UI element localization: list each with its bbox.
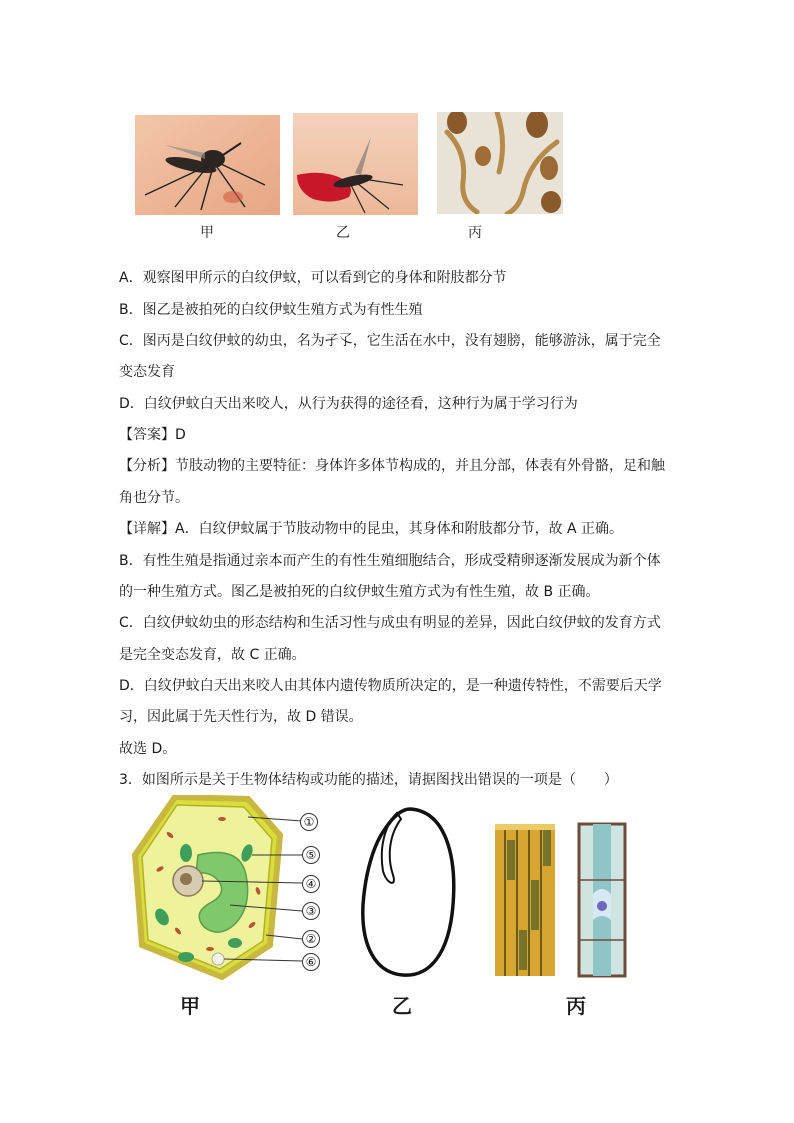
detail-line-3: 的一种生殖方式。图乙是被拍死的白纹伊蚊生殖方式为有性生殖，故 B 正确。 [119, 584, 600, 600]
figure-label-yi: 乙 [392, 994, 412, 1018]
callout-5: ⑤ [302, 846, 320, 864]
photo-caption-yi: 乙 [336, 225, 350, 241]
callout-3: ③ [302, 902, 320, 920]
callout-2: ② [302, 930, 320, 948]
callout-1: ① [300, 813, 318, 831]
mosquito-larvae-photo [437, 112, 563, 214]
figure-label-jia: 甲 [180, 994, 200, 1018]
figure-label-bing: 丙 [566, 994, 586, 1018]
photo-caption-jia: 甲 [200, 225, 214, 241]
seed-outline-diagram [355, 805, 465, 980]
swatted-mosquito-photo [293, 113, 418, 215]
option-a: A．观察图甲所示的白纹伊蚊，可以看到它的身体和附肢都分节 [119, 270, 507, 286]
callout-6: ⑥ [302, 953, 320, 971]
analysis-line-2: 角也分节。 [119, 490, 189, 506]
callout-4: ④ [302, 875, 320, 893]
detail-line-2: B．有性生殖是指通过亲本而产生的有性生殖细胞结合，形成受精卵逐渐发展成为新个体 [119, 553, 661, 569]
option-b: B．图乙是被拍死的白纹伊蚊生殖方式为有性生殖 [119, 302, 423, 318]
option-c-continued: 变态发育 [119, 364, 175, 380]
detail-line-6: D．白纹伊蚊白天出来咬人由其体内遗传物质所决定的，是一种遗传特性，不需要后天学 [119, 678, 662, 694]
detail-line-8: 故选 D。 [119, 741, 177, 757]
photo-caption-bing: 丙 [468, 225, 482, 241]
detail-line-7: 习，因此属于先天性行为，故 D 错误。 [119, 709, 363, 725]
question-3-stem: 3．如图所示是关于生物体结构或功能的描述，请据图找出错误的一项是（ ） [119, 772, 618, 788]
option-c: C．图丙是白纹伊蚊的幼虫，名为孑孓，它生活在水中，没有翅膀，能够游泳，属于完全 [119, 333, 661, 349]
mosquito-adult-photo [135, 115, 280, 215]
answer: 【答案】D [119, 427, 186, 443]
detail-line-5: 是完全变态发育，故 C 正确。 [119, 647, 306, 663]
analysis-line-1: 【分析】节肢动物的主要特征：身体许多体节构成的，并且分部，体表有外骨骼，足和触 [119, 458, 665, 474]
detail-line-1: 【详解】A．白纹伊蚊属于节肢动物中的昆虫，其身体和附肢都分节，故 A 正确。 [119, 521, 624, 537]
vessel-tissue-diagram [493, 820, 628, 980]
option-d: D．白纹伊蚊白天出来咬人，从行为获得的途径看，这种行为属于学习行为 [119, 396, 578, 412]
detail-line-4: C．白纹伊蚊幼虫的形态结构和生活习性与成虫有明显的差异，因此白纹伊蚊的发育方式 [119, 615, 661, 631]
